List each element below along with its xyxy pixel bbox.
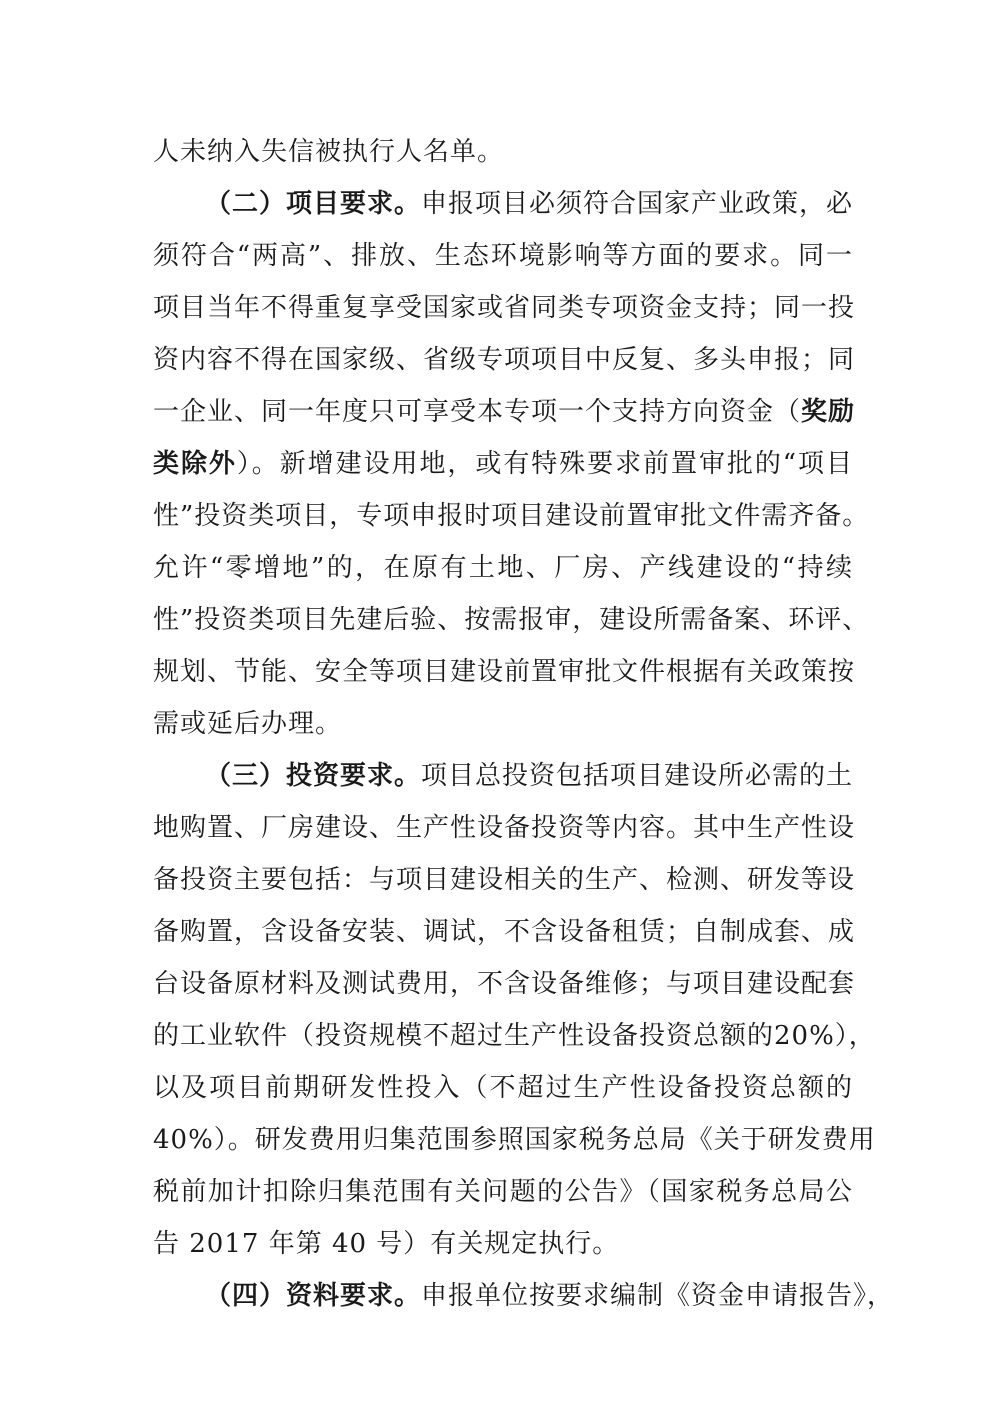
- text-line: 规划、节能、安全等项目建设前置审批文件根据有关政策按: [153, 657, 856, 687]
- section-heading-investment-requirements: （三）投资要求。项目总投资包括项目建设所必需的土: [205, 761, 854, 791]
- section-title: （三）投资要求。: [205, 761, 422, 791]
- section-heading-document-requirements: （四）资料要求。申报单位按要求编制《资金申请报告》，: [205, 1281, 895, 1311]
- text-line: 资内容不得在国家级、省级专项项目中反复、多头申报；同: [153, 345, 856, 375]
- text-line: 40%）。研发费用归集范围参照国家税务总局《关于研发费用: [153, 1125, 876, 1155]
- text-line: 性”投资类项目先建后验、按需报审，建设所需备案、环评、: [153, 605, 870, 635]
- text-line: 性”投资类项目，专项申报时项目建设前置审批文件需齐备。: [153, 501, 870, 531]
- text-line: 人未纳入失信被执行人名单。: [153, 137, 505, 167]
- text-line: 告 2017 年第 40 号）有关规定执行。: [153, 1229, 620, 1259]
- text-line: 需或延后办理。: [153, 709, 343, 739]
- section-heading-project-requirements: （二）项目要求。申报项目必须符合国家产业政策，必: [205, 189, 854, 219]
- text-line: 的工业软件（投资规模不超过生产性设备投资总额的20%），: [153, 1021, 876, 1051]
- text-line: 项目当年不得重复享受国家或省同类专项资金支持；同一投: [153, 293, 856, 323]
- text-line: 税前加计扣除归集范围有关问题的公告》（国家税务总局公: [153, 1177, 853, 1207]
- text-line: 地购置、厂房建设、生产性设备投资等内容。其中生产性设: [153, 813, 856, 843]
- text-line: 以及项目前期研发性投入（不超过生产性设备投资总额的: [153, 1073, 853, 1103]
- text-line: 须符合“两高”、排放、生态环境影响等方面的要求。同一: [153, 241, 853, 271]
- text-line: 一企业、同一年度只可享受本专项一个支持方向资金（奖励: [153, 397, 856, 427]
- text-line: 台设备原材料及测试费用，不含设备维修；与项目建设配套: [153, 969, 856, 999]
- text-line: 备投资主要包括：与项目建设相关的生产、检测、研发等设: [153, 865, 856, 895]
- text-line: 类除外）。新增建设用地，或有特殊要求前置审批的“项目: [153, 449, 853, 479]
- section-title: （四）资料要求。: [205, 1281, 422, 1311]
- text-line: 允许“零增地”的，在原有土地、厂房、产线建设的“持续: [153, 553, 853, 583]
- section-title: （二）项目要求。: [205, 189, 422, 219]
- text-line: 备购置，含设备安装、调试，不含设备租赁；自制成套、成: [153, 917, 856, 947]
